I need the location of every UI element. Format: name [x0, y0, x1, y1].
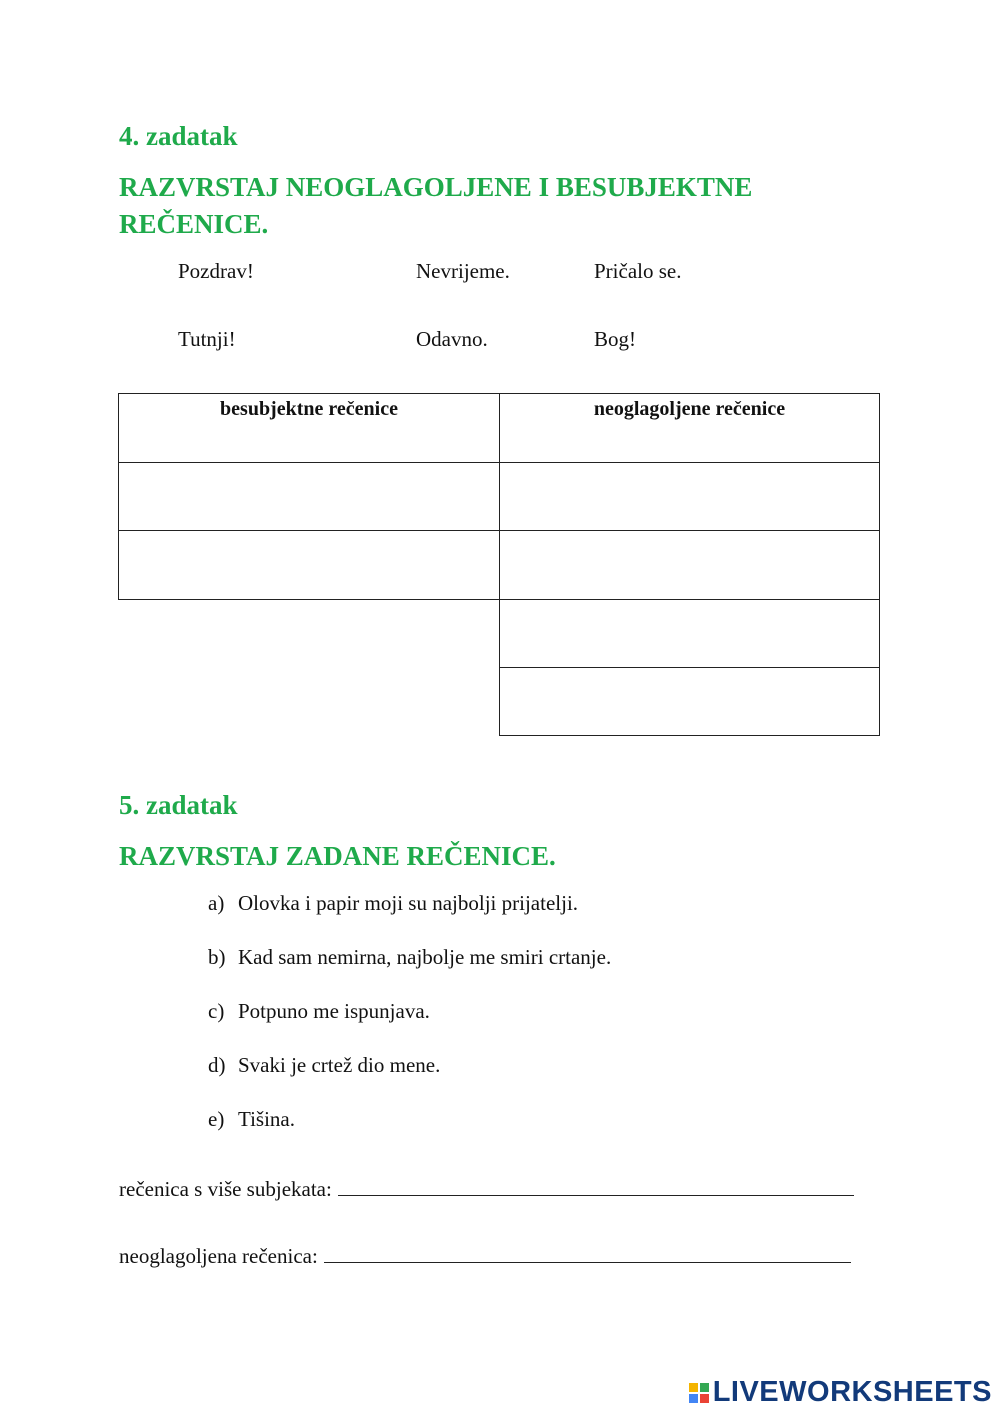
brand-text: LIVEWORKSHEETS [712, 1376, 992, 1408]
item-text: Olovka i papir moji su najbolji prijatelji. [238, 891, 579, 915]
sentence-item [208, 1052, 440, 1078]
table-header-label: besubjektne rečenice [220, 398, 398, 420]
answer-blank-neoglagoljena[interactable] [324, 1242, 851, 1263]
drop-cell-neoglagoljene[interactable] [499, 599, 880, 668]
drop-cell-neoglagoljene[interactable] [499, 462, 880, 531]
word-option[interactable]: Pozdrav! [178, 259, 254, 283]
item-text: Tišina. [238, 1107, 296, 1131]
drop-cell-besubjektne[interactable] [118, 462, 500, 531]
task4-title: 4. zadatak [119, 121, 238, 151]
fill-row-neoglagoljena [119, 1242, 851, 1269]
word-option[interactable]: Odavno. [416, 327, 488, 351]
drop-cell-neoglagoljene[interactable] [499, 530, 880, 600]
word-option[interactable]: Pričalo se. [594, 259, 682, 283]
drop-cell-neoglagoljene[interactable] [499, 667, 880, 736]
word-option[interactable]: Bog! [594, 327, 636, 351]
fill-row-vise-subjekata [119, 1175, 854, 1202]
item-text: Potpuno me ispunjava. [238, 999, 430, 1023]
table-header-besubjektne [118, 393, 500, 463]
item-label: d) [208, 1053, 226, 1077]
item-label: a) [208, 891, 225, 915]
sentence-item [208, 1106, 295, 1132]
item-label: c) [208, 999, 225, 1023]
word-option[interactable]: Nevrijeme. [416, 259, 510, 283]
word-option[interactable]: Tutnji! [178, 327, 236, 351]
task5-title: 5. zadatak [119, 790, 238, 820]
item-text: Kad sam nemirna, najbolje me smiri crtanje. [238, 945, 612, 969]
sentence-item [208, 890, 578, 916]
table-header-label: neoglagoljene rečenice [593, 398, 786, 420]
sentence-item [208, 998, 430, 1024]
drop-cell-besubjektne[interactable] [118, 530, 500, 600]
item-text: Svaki je crtež dio mene. [238, 1053, 441, 1077]
fill-label: rečenica s više subjekata: [119, 1177, 332, 1201]
task5-instruction: RAZVRSTAJ ZADANE REČENICE. [119, 841, 556, 871]
item-label: e) [208, 1107, 225, 1131]
task4-instruction: RAZVRSTAJ NEOGLAGOLJENE I BESUBJEKTNE REČENICE. [119, 172, 753, 239]
table-header-neoglagoljene [499, 393, 880, 463]
sentence-item [208, 944, 611, 970]
fill-label: neoglagoljena rečenica: [119, 1244, 318, 1268]
liveworksheets-brand [689, 1376, 992, 1409]
item-label: b) [208, 945, 226, 969]
answer-blank-vise-subjekata[interactable] [338, 1175, 854, 1196]
liveworksheets-logo-icon [689, 1383, 709, 1403]
